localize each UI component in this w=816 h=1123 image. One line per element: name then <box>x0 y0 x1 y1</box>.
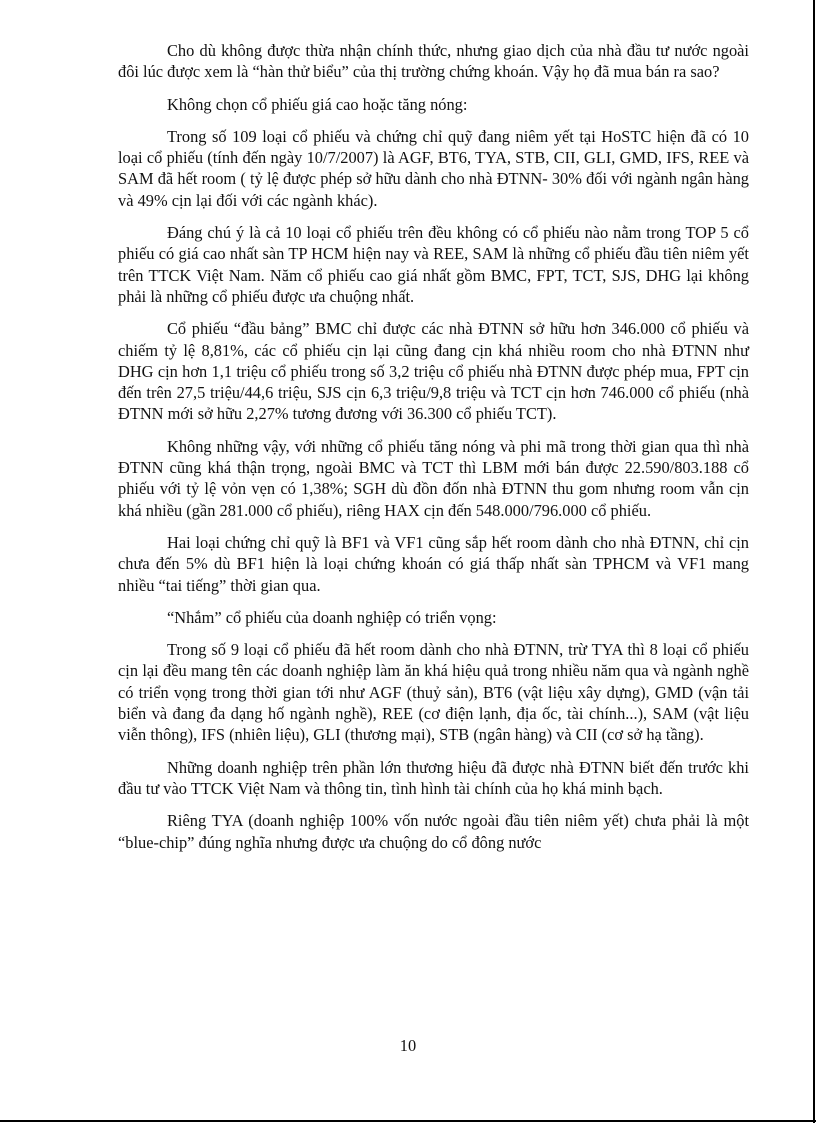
document-body <box>118 40 749 864</box>
paragraph-intro: Cho dù không được thừa nhận chính thức, nhưng giao dịch của nhà đầu tư nước ngoài đôi lúc được xem là “hàn thử biểu” của thị trường chứng khoán. Vậy họ đã mua bán ra sao? <box>118 41 749 82</box>
page-number: 10 <box>399 1036 417 1055</box>
paragraph-nine-stocks: Trong số 9 loại cổ phiếu đã hết room dành cho nhà ĐTNN, trừ TYA thì 8 loại cổ phiếu cịn lại đều mang tên các doanh nghiệp làm ăn khá hiệu quả trong nhiều năm qua và ngành nghề có triển vọng trong thời gian tới như AGF (thuỷ sản), BT6 (vật liệu xây dựng), GMD (vận tải biển và đang đa dạng hố ngành nghề), REE (cơ điện lạnh, địa ốc, tài chính...), SAM (vật liệu viễn thông), IFS (nhiên liệu), GLI (thương mại), STB (ngân hàng) và CII (cơ sở hạ tầng). <box>118 640 749 745</box>
section-heading-not-high-price: Không chọn cổ phiếu giá cao hoặc tăng nóng: <box>167 94 468 114</box>
paragraph-tya: Riêng TYA (doanh nghiệp 100% vốn nước ngoài đầu tiên niêm yết) chưa phải là một “blue-chip” đúng nghĩa nhưng được ưa chuộng do cổ đông nước <box>118 811 749 852</box>
page-border-right <box>813 0 815 1123</box>
paragraph-top5: Đáng chú ý là cả 10 loại cổ phiếu trên đều không có cổ phiếu nào nằm trong TOP 5 cổ phiếu có giá cao nhất sàn TP HCM hiện nay và REE, SAM là những cổ phiếu đầu tiên niêm yết trên TTCK Việt Nam. Năm cổ phiếu cao giá nhất gồm BMC, FPT, TCT, SJS, DHG lại không phải là những cổ phiếu được ưa chuộng nhất. <box>118 223 749 306</box>
paragraph-room-list: Trong số 109 loại cổ phiếu và chứng chỉ quỹ đang niêm yết tại HoSTC hiện đã có 10 loại cổ phiếu (tính đến ngày 10/7/2007) là AGF, BT6, TYA, STB, CII, GLI, GMD, IFS, REE và SAM đã hết room ( tỷ lệ được phép sở hữu dành cho nhà ĐTNN- 30% đối với ngành ngân hàng và 49% cịn lại đối với các ngành khác). <box>118 126 749 210</box>
section-heading-prospects: “Nhắm” cổ phiếu của doanh nghiệp có triển vọng: <box>167 607 497 627</box>
paragraph-funds: Hai loại chứng chỉ quỹ là BF1 và VF1 cũng sắp hết room dành cho nhà ĐTNN, chỉ cịn chưa đến 5% dù BF1 hiện là loại chứng khoán có giá thấp nhất sàn TPHCM và VF1 mang nhiều “tai tiếng” thời gian qua. <box>118 532 749 595</box>
paragraph-brands: Những doanh nghiệp trên phần lớn thương hiệu đã được nhà ĐTNN biết đến trước khi đầu tư vào TTCK Việt Nam và thông tin, tình hình tài chính của họ khá minh bạch. <box>118 757 749 798</box>
paragraph-bmc: Cổ phiếu “đầu bảng” BMC chỉ được các nhà ĐTNN sở hữu hơn 346.000 cổ phiếu và chiếm tỷ lệ 8,81%, các cổ phiếu cịn lại cũng đang cịn khá nhiều room cho nhà ĐTNN như DHG cịn hơn 1,1 triệu cổ phiếu trong số 3,2 triệu cổ phiếu nhà ĐTNN được phép mua, FPT cịn đến trên 27,5 triệu/44,6 triệu, SJS cịn 6,3 triệu/9,8 triệu và TCT cịn hơn 746.000 cổ phiếu (nhà ĐTNN mới sở hữu 2,27% tương đương với 36.300 cổ phiếu TCT). <box>118 319 749 424</box>
page-border-bottom <box>0 1120 816 1122</box>
paragraph-hot-stocks: Không những vậy, với những cổ phiếu tăng nóng và phi mã trong thời gian qua thì nhà ĐTNN cũng khá thận trọng, ngoài BMC và TCT thì LBM mới bán được 22.590/803.188 cổ phiếu với tỷ lệ vỏn vẹn có 1,38%; SGH dù đồn đốn nhà ĐTNN thu gom nhưng room vẫn cịn khá nhiều (gần 281.000 cổ phiếu), riêng HAX cịn đến 548.000/796.000 cổ phiếu. <box>118 436 749 520</box>
